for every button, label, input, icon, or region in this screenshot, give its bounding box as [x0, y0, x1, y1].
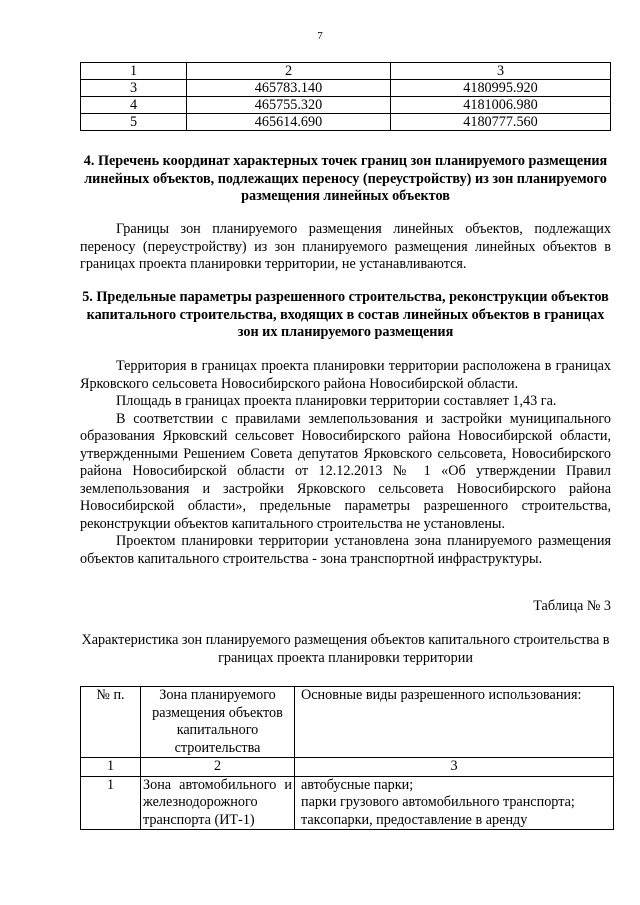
paragraph: Границы зон планируемого размещения линейных объектов, подлежащих переносу (переустройству) из зон планируемого размещения линейных объектов в границах проекта планировки территории, не устанавливаются.	[80, 221, 611, 272]
table-cell: 465755.320	[187, 97, 391, 114]
table-cell-zone: Зона автомобильного и железнодорожного транспорта (ИТ-1)	[141, 776, 295, 830]
column-header-number: № п.	[81, 687, 141, 758]
section-4-heading: 4. Перечень координат характерных точек границ зон планируемого размещения линейных объектов, подлежащих переносу (переустройству) из зон планируемого размещения линейных объектов	[83, 153, 608, 204]
table-cell: 4180777.560	[391, 114, 611, 131]
column-header-zone: Зона планируемого размещения объектов капитального строительства	[141, 687, 295, 758]
table-cell: 1	[81, 758, 141, 777]
section-4-body	[80, 221, 611, 274]
table-caption: Таблица № 3	[533, 598, 611, 614]
table-cell: 1	[81, 63, 187, 80]
table-cell: 5	[81, 114, 187, 131]
paragraph: Территория в границах проекта планировки территории расположена в границах Ярковского сельсовета Новосибирского района Новосибирской области.	[80, 358, 611, 392]
table-row	[81, 63, 611, 80]
column-header-uses: Основные виды разрешенного использования:	[295, 687, 614, 758]
table-cell: 4181006.980	[391, 97, 611, 114]
paragraph: Площадь в границах проекта планировки территории составляет 1,43 га.	[116, 393, 557, 409]
table-cell: 465614.690	[187, 114, 391, 131]
table-cell: 2	[187, 63, 391, 80]
table-cell: 465783.140	[187, 80, 391, 97]
table-row	[81, 80, 611, 97]
paragraph: Проектом планировки территории установлена зона планируемого размещения объектов капитального строительства - зона транспортной инфраструктуры.	[80, 533, 611, 567]
table-cell-number: 1	[81, 776, 141, 830]
table-row	[81, 114, 611, 131]
table-number-row	[81, 758, 614, 777]
section-5-body	[80, 358, 611, 568]
paragraph: В соответствии с правилами землепользования и застройки муниципального образования Ярковский сельсовет Новосибирского района Новосибирской области, утвержденными Решением Совета депутатов Ярковского сельсовета, Новосибирского района Новосибирской области от 12.12.2013 № 1 «Об утверждении Правил землепользования и застройки Ярковского сельсовета Новосибирского района Новосибирской области», предельные параметры разрешенного строительства, реконструкции объектов капитального строительства не установлены.	[80, 410, 611, 532]
coordinates-table	[80, 62, 611, 131]
zones-table	[80, 686, 614, 830]
table-cell: 2	[141, 758, 295, 777]
table-cell: 3	[81, 80, 187, 97]
table-cell: 3	[391, 63, 611, 80]
table-cell: 4	[81, 97, 187, 114]
use-item: парки грузового автомобильного транспорта;	[301, 794, 575, 810]
table-title: Характеристика зон планируемого размещения объектов капитального строительства в границах проекта планировки территории	[81, 632, 610, 666]
use-item: автобусные парки;	[301, 776, 414, 793]
section-5-heading: 5. Предельные параметры разрешенного строительства, реконструкции объектов капитального строительства, входящих в состав линейных объектов в границах зон их планируемого размещения	[82, 289, 609, 340]
use-item: таксопарки, предоставление в аренду	[301, 811, 528, 828]
table-cell: 3	[295, 758, 614, 777]
table-cell-uses	[295, 776, 614, 830]
page-number: 7	[317, 30, 323, 42]
table-header-row	[81, 687, 614, 758]
table-row	[81, 776, 614, 830]
table-cell: 4180995.920	[391, 80, 611, 97]
table-row	[81, 97, 611, 114]
